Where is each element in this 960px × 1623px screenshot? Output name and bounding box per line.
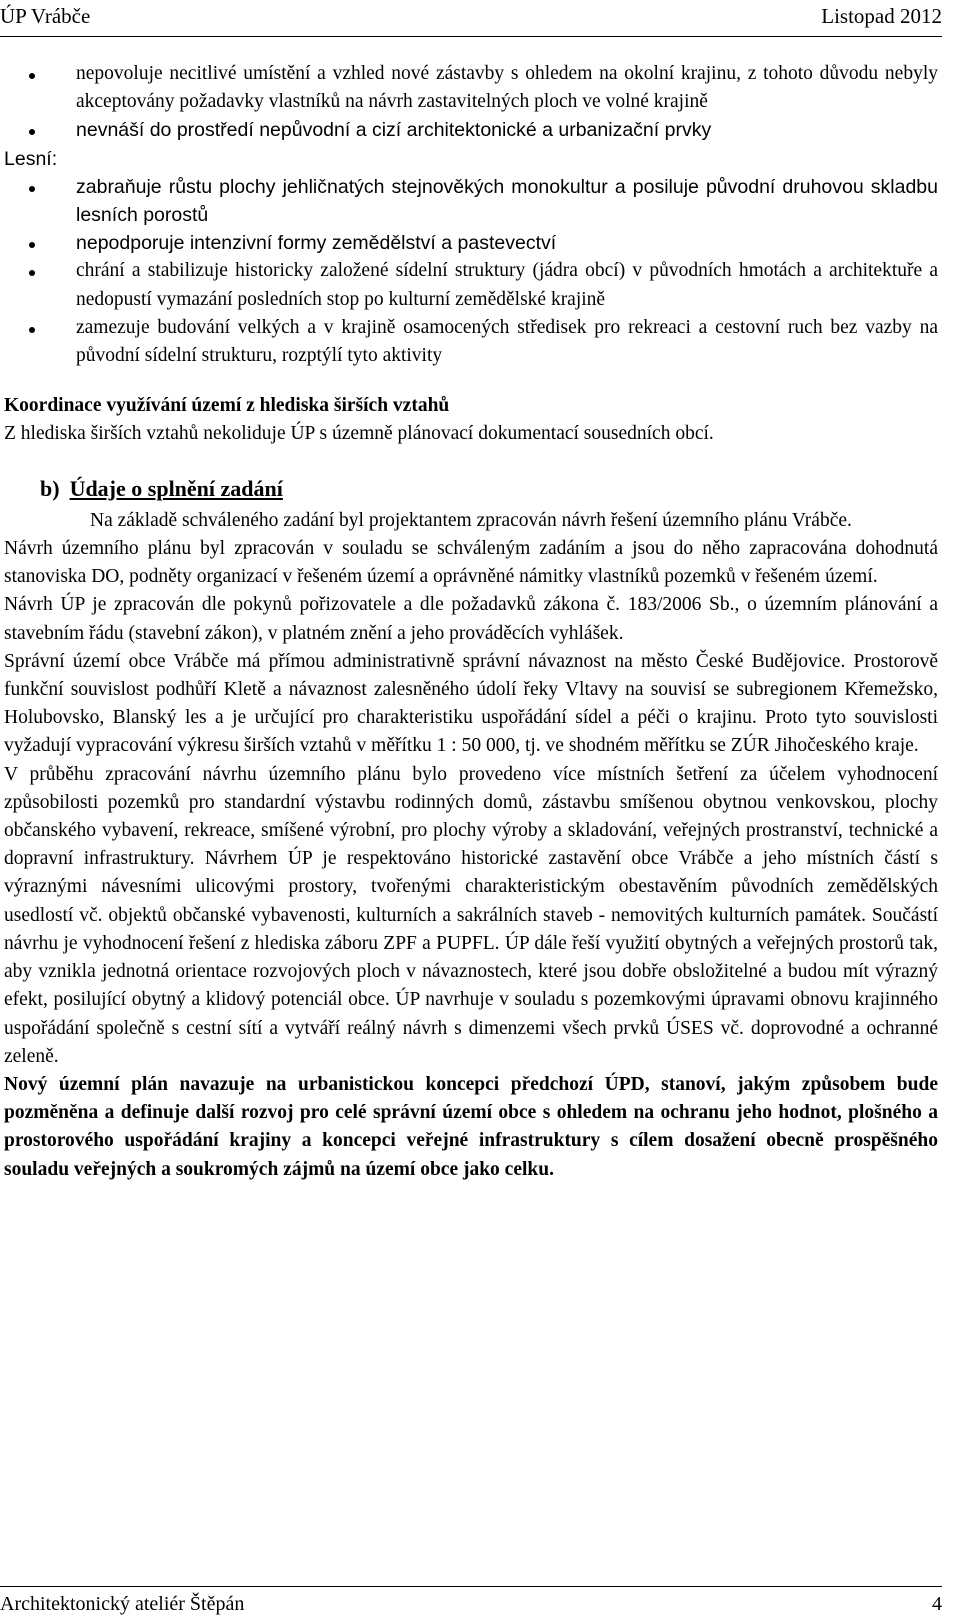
section-b-title: Údaje o splnění zadání — [69, 475, 283, 501]
paragraph: Návrh územního plánu byl zpracován v souladu se schváleným zadáním a jsou do něho zapracována dohodnutá stanoviska DO, podněty organizací v řešeném území a oprávněné námitky vlastníků pozemků v řešeném území. — [4, 538, 938, 588]
bullet-icon — [29, 73, 35, 79]
koordinace-heading: Koordinace využívání území z hlediska širších vztahů — [4, 395, 450, 417]
list-item — [4, 60, 938, 116]
paragraph: Správní území obce Vrábče má přímou administrativně správní návaznost na město České Budějovice. Prostorově funkční souvislost podhůří Kletě a návaznost zalesněného údolí řeky Vltavy na souvisí se subregionem Křemežsko, Holubovsko, Blanský les a je určující pro charakteristiku uspořádání sídel a péči o krajinu. Proto tyto souvislosti vyžadují vypracování výkresu širších vztahů v měřítku 1 : 50 000, tj. ve shodném měřítku se ZÚR Jihočeského kraje. — [4, 650, 938, 757]
page-header — [0, 0, 942, 37]
bold-paragraph: Nový územní plán navazuje na urbanistickou koncepci předchozí ÚPD, stanoví, jakým způsobem bude pozměněna a definuje další rozvoj pro celé správní území obce s ohledem na ochranu jeho hodnot, plošného a prostorového uspořádání krajiny a koncepci veřejné infrastruktury s cílem dosažení obecně prospěšného souladu veřejných a soukromých zájmů na území obce jako celku. — [4, 1073, 938, 1180]
list-item — [4, 229, 938, 257]
header-document-title: ÚP Vrábče — [0, 4, 91, 28]
section-b-heading — [4, 475, 938, 503]
list-item-text: nevnáší do prostředí nepůvodní a cizí architektonické a urbanizační prvky — [76, 119, 712, 142]
list-item — [4, 314, 938, 370]
bullet-icon — [29, 129, 35, 135]
section-b-letter: b) — [40, 475, 60, 501]
koordinace-text: Z hlediska širších vztahů nekoliduje ÚP s územně plánovací dokumentací sousedních obcí. — [4, 423, 714, 445]
paragraph: V průběhu zpracování návrhu územního plánu bylo provedeno více místních šetření za účelem vyhodnocení způsobilosti pozemků pro standardní výstavbu rodinných domů, zástavbu smíšenou obytnou venkovskou, plochy občanského vybavení, rekreace, smíšené výrobní, pro plochy výroby a skladování, veřejných prostranství, technické a dopravní infrastruktury. Návrhem ÚP je respektováno historické zastavění obce Vrábče a jeho místních částí s výraznými návesními ulicovými prostory, tvořenými charakteristickým obestavěním původních zemědělských usedlostí vč. objektů občanské vybavenosti, kulturních a sakrálních staveb - nemovitých kulturních památek. Součástí návrhu je vyhodnocení řešení z hlediska záboru ZPF a PUPFL. ÚP dále řeší využití obytných a veřejných prostorů tak, aby vznikla jednotná orientace rozvojových ploch v návaznostech, které jsou dobře obsložitelné a budou mít výrazný efekt, posilující obytný a klidový potenciál obce. ÚP navrhuje v souladu s pozemkovými úpravami obnovu krajinného uspořádání společně s cestní sítí a vytváří reálný návrh s dimenzemi všech prvků ÚSES vč. doprovodné a ochranné zeleně. — [4, 763, 938, 1067]
header-date: Listopad 2012 — [821, 4, 942, 28]
bullet-icon — [29, 327, 35, 333]
page-content — [4, 60, 938, 1184]
bullet-icon — [29, 242, 35, 248]
paragraph: Návrh ÚP je zpracován dle pokynů pořizovatele a dle požadavků zákona č. 183/2006 Sb., o územním plánování a stavebním řádu (stavební zákon), v platném znění a jeho prováděcích vyhlášek. — [4, 594, 938, 644]
list-item-text: chrání a stabilizuje historicky založené sídelní struktury (jádra obcí) v původních hmotách a architektuře a nedopustí vymazání posledních stop po kulturní zemědělské krajině — [76, 260, 938, 310]
lesni-label: Lesní: — [4, 147, 58, 170]
bullet-list-2 — [4, 173, 938, 370]
footer-author: Architektonický ateliér Štěpán — [0, 1593, 245, 1615]
list-item-text: zabraňuje růstu plochy jehličnatých stejnověkých monokultur a posiluje původní druhovou skladbu lesních porostů — [76, 175, 938, 227]
bullet-list-1 — [4, 60, 938, 145]
list-item — [4, 173, 938, 229]
paragraph: Na základě schváleného zadání byl projektantem zpracován návrh řešení územního plánu Vrábče. — [90, 509, 852, 531]
page-number: 4 — [932, 1593, 942, 1615]
list-item-text: nepovoluje necitlivé umístění a vzhled nové zástavby s ohledem na okolní krajinu, z tohoto důvodu nebyly akceptovány požadavky vlastníků na návrh zastavitelných ploch ve volné krajině — [76, 63, 938, 113]
list-item — [4, 257, 938, 313]
list-item-text: nepodporuje intenzivní formy zemědělství a pastevectví — [76, 232, 557, 255]
list-item — [4, 116, 938, 144]
bullet-icon — [29, 186, 35, 192]
page-footer — [0, 1586, 942, 1623]
list-item-text: zamezuje budování velkých a v krajině osamocených středisek pro rekreaci a cestovní ruch bez vazby na původní sídelní strukturu, rozptýlí tyto aktivity — [76, 316, 938, 367]
bullet-icon — [29, 270, 35, 276]
